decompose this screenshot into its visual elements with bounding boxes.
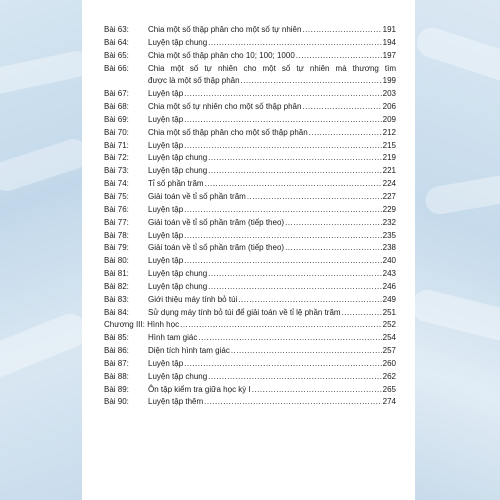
lesson-title: Sử dụng máy tính bỏ túi để giải toán về tỉ lệ phần trăm bbox=[148, 307, 341, 317]
toc-entry bbox=[104, 165, 396, 178]
page-number: 209 bbox=[382, 114, 396, 124]
dot-leader bbox=[238, 294, 381, 307]
lesson-number: Bài 86: bbox=[104, 346, 129, 356]
dot-leader bbox=[204, 396, 381, 409]
lesson-title: Luyện tập bbox=[148, 230, 184, 240]
dot-leader bbox=[208, 165, 381, 178]
toc-entry bbox=[104, 242, 396, 255]
lesson-title: Luyện tập chung bbox=[148, 153, 208, 163]
page-number: 197 bbox=[382, 50, 396, 60]
page-number: 206 bbox=[382, 102, 396, 112]
toc-entry bbox=[104, 63, 396, 76]
lesson-title: Luyện tập bbox=[148, 140, 184, 150]
dot-leader bbox=[302, 24, 381, 37]
toc-entry bbox=[104, 152, 396, 165]
toc-entry bbox=[104, 371, 396, 384]
lesson-number: Bài 89: bbox=[104, 384, 129, 394]
page-number: 203 bbox=[382, 89, 396, 99]
toc-entry bbox=[104, 396, 396, 409]
lesson-number: Bài 85: bbox=[104, 333, 129, 343]
lesson-title: Chia một số thập phân cho một số thập phân bbox=[148, 127, 308, 137]
lesson-number: Bài 68: bbox=[104, 102, 129, 112]
lesson-title: Luyện tập bbox=[148, 114, 184, 124]
page-number: 254 bbox=[382, 333, 396, 343]
toc-entry bbox=[104, 281, 396, 294]
lesson-title: Luyện tập bbox=[148, 358, 184, 368]
dot-leader bbox=[184, 204, 382, 217]
page-number: 265 bbox=[382, 384, 396, 394]
lesson-title: Chia một số thập phân cho 10; 100; 1000 bbox=[148, 50, 295, 60]
brush-stroke bbox=[413, 24, 500, 87]
toc-entry bbox=[104, 178, 396, 191]
page-number: 240 bbox=[382, 256, 396, 266]
dot-leader bbox=[198, 332, 381, 345]
dot-leader bbox=[205, 178, 382, 191]
toc-entry bbox=[104, 114, 396, 127]
lesson-number: Bài 67: bbox=[104, 89, 129, 99]
lesson-number: Bài 72: bbox=[104, 153, 129, 163]
dot-leader bbox=[252, 384, 382, 397]
chapter-heading bbox=[104, 319, 396, 332]
page-number: 260 bbox=[382, 358, 396, 368]
dot-leader bbox=[241, 75, 382, 88]
lesson-title: Luyện tập bbox=[148, 204, 184, 214]
dot-leader bbox=[208, 268, 381, 281]
toc-entry bbox=[104, 255, 396, 268]
lesson-number: Bài 82: bbox=[104, 281, 129, 291]
lesson-title-continued: được là một số thập phân bbox=[148, 76, 240, 86]
dot-leader bbox=[184, 140, 382, 153]
lesson-title: Chia một số tự nhiên cho một số thập phân bbox=[148, 102, 302, 112]
page-number: 262 bbox=[382, 371, 396, 381]
dot-leader bbox=[208, 37, 381, 50]
lesson-number: Bài 87: bbox=[104, 358, 129, 368]
lesson-number: Bài 84: bbox=[104, 307, 129, 317]
page-number: 194 bbox=[382, 37, 396, 47]
lesson-title: Luyện tập thêm bbox=[148, 397, 204, 407]
dot-leader bbox=[184, 114, 382, 127]
lesson-number: Bài 78: bbox=[104, 230, 129, 240]
page-number: 243 bbox=[382, 269, 396, 279]
lesson-number: Bài 83: bbox=[104, 294, 129, 304]
lesson-number: Bài 64: bbox=[104, 37, 129, 47]
dot-leader bbox=[285, 242, 382, 255]
background-right bbox=[415, 0, 500, 500]
page-number: 212 bbox=[382, 127, 396, 137]
toc-entry bbox=[104, 294, 396, 307]
toc-entry bbox=[104, 332, 396, 345]
dot-leader bbox=[208, 371, 381, 384]
toc-entry bbox=[104, 88, 396, 101]
dot-leader bbox=[184, 358, 382, 371]
lesson-number: Bài 81: bbox=[104, 269, 129, 279]
lesson-title: Luyện tập chung bbox=[148, 37, 208, 47]
lesson-number: Bài 69: bbox=[104, 114, 129, 124]
dot-leader bbox=[285, 217, 382, 230]
lesson-number: Bài 71: bbox=[104, 140, 129, 150]
lesson-title: Luyện tập bbox=[148, 256, 184, 266]
lesson-title: Chia một số thập phân cho một số tự nhiên bbox=[148, 25, 302, 34]
toc-entry bbox=[104, 50, 396, 63]
lesson-title: Luyện tập chung bbox=[148, 269, 208, 279]
dot-leader bbox=[180, 319, 382, 332]
toc-entry bbox=[104, 217, 396, 230]
toc-entry bbox=[104, 24, 396, 37]
dot-leader bbox=[247, 191, 382, 204]
lesson-number: Bài 76: bbox=[104, 204, 129, 214]
page-number: 235 bbox=[382, 230, 396, 240]
lesson-number: Bài 75: bbox=[104, 191, 129, 201]
toc-entry bbox=[104, 101, 396, 114]
dot-leader bbox=[208, 152, 381, 165]
lesson-number: Bài 90: bbox=[104, 397, 129, 407]
brush-stroke bbox=[423, 172, 500, 217]
page-number: 199 bbox=[382, 76, 396, 86]
toc-entry bbox=[104, 191, 396, 204]
brush-stroke bbox=[0, 309, 92, 385]
lesson-title: Luyện tập chung bbox=[148, 281, 208, 291]
page-number: 215 bbox=[382, 140, 396, 150]
page-number: 221 bbox=[382, 166, 396, 176]
chapter-title: Chương III: Hình học bbox=[104, 320, 180, 330]
brush-stroke bbox=[0, 135, 92, 194]
toc-entry bbox=[104, 127, 396, 140]
page-number: 274 bbox=[382, 397, 396, 407]
toc-entry bbox=[104, 230, 396, 243]
page-number: 249 bbox=[382, 294, 396, 304]
lesson-title: Giải toán về tỉ số phần trăm bbox=[148, 191, 246, 201]
lesson-title: Hình tam giác bbox=[148, 333, 198, 343]
page-number: 238 bbox=[382, 243, 396, 253]
lesson-number: Bài 80: bbox=[104, 256, 129, 266]
lesson-number: Bài 88: bbox=[104, 371, 129, 381]
toc-entry bbox=[104, 204, 396, 217]
dot-leader bbox=[184, 230, 382, 243]
lesson-number: Bài 77: bbox=[104, 217, 129, 227]
page-number: 252 bbox=[382, 320, 396, 330]
dot-leader bbox=[184, 255, 382, 268]
toc-entry bbox=[104, 307, 396, 320]
toc-entry bbox=[104, 140, 396, 153]
page-number: 251 bbox=[382, 307, 396, 317]
lesson-number: Bài 66: bbox=[104, 63, 129, 73]
lesson-number: Bài 79: bbox=[104, 243, 129, 253]
lesson-title: Giải toán về tỉ số phần trăm (tiếp theo) bbox=[148, 243, 285, 253]
background-left bbox=[0, 0, 82, 500]
brush-stroke bbox=[0, 49, 92, 97]
lesson-number: Bài 74: bbox=[104, 179, 129, 189]
page-number: 257 bbox=[382, 346, 396, 356]
toc-entry bbox=[104, 268, 396, 281]
lesson-title: Chia một số tự nhiên cho một số tự nhiên mà thương tìm bbox=[148, 63, 396, 73]
toc-entry bbox=[104, 345, 396, 358]
page-number: 191 bbox=[382, 25, 396, 34]
page-number: 229 bbox=[382, 204, 396, 214]
document-page bbox=[82, 0, 415, 500]
lesson-title: Diện tích hình tam giác bbox=[148, 346, 230, 356]
lesson-title: Luyện tập bbox=[148, 89, 184, 99]
page-number: 224 bbox=[382, 179, 396, 189]
dot-leader bbox=[184, 88, 382, 101]
toc-entry bbox=[104, 37, 396, 50]
lesson-title: Ôn tập kiểm tra giữa học kỳ I bbox=[148, 384, 251, 394]
lesson-title: Giới thiệu máy tính bỏ túi bbox=[148, 294, 238, 304]
toc-entry-continued bbox=[104, 75, 396, 88]
page-number: 227 bbox=[382, 191, 396, 201]
dot-leader bbox=[231, 345, 382, 358]
lesson-number: Bài 63: bbox=[104, 25, 129, 34]
toc-entry bbox=[104, 384, 396, 397]
table-of-contents bbox=[104, 24, 396, 409]
brush-stroke bbox=[408, 287, 500, 346]
dot-leader bbox=[208, 281, 381, 294]
toc-entry bbox=[104, 358, 396, 371]
lesson-title: Luyện tập chung bbox=[148, 371, 208, 381]
page-number: 232 bbox=[382, 217, 396, 227]
lesson-number: Bài 73: bbox=[104, 166, 129, 176]
dot-leader bbox=[302, 101, 381, 114]
lesson-title: Luyện tập chung bbox=[148, 166, 208, 176]
lesson-number: Bài 65: bbox=[104, 50, 129, 60]
page-number: 219 bbox=[382, 153, 396, 163]
page-number: 246 bbox=[382, 281, 396, 291]
lesson-title: Giải toán về tỉ số phần trăm (tiếp theo) bbox=[148, 217, 285, 227]
dot-leader bbox=[342, 307, 382, 320]
lesson-title: Tỉ số phần trăm bbox=[148, 179, 204, 189]
lesson-number: Bài 70: bbox=[104, 127, 129, 137]
dot-leader bbox=[296, 50, 382, 63]
dot-leader bbox=[309, 127, 382, 140]
